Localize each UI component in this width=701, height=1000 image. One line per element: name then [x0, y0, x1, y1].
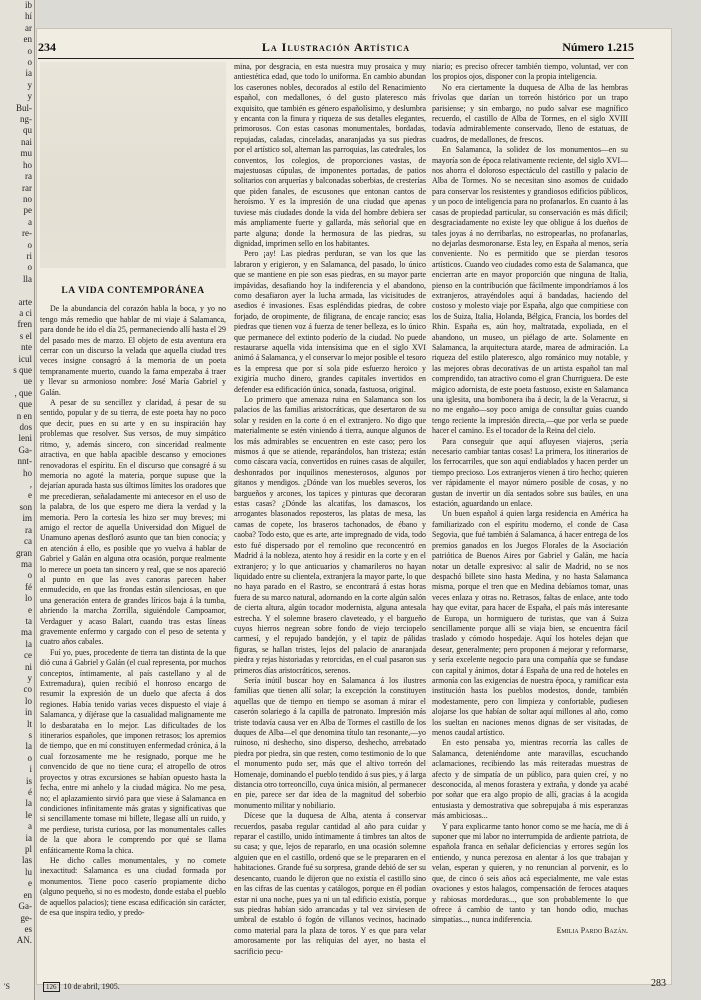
strip-line: lo	[24, 695, 32, 706]
page-number: 234	[38, 40, 56, 54]
strip-line: o	[27, 262, 32, 273]
strip-line: las	[22, 855, 32, 866]
strip-line: qu	[23, 125, 32, 136]
strip-line: o	[27, 570, 32, 581]
strip-line: pl	[24, 844, 32, 855]
faded-illustration	[40, 62, 226, 268]
footer-date	[43, 982, 120, 992]
strip-line: e	[28, 490, 32, 501]
strip-line: lla	[23, 273, 32, 284]
strip-line: Ga-	[18, 901, 32, 912]
paragraph: mina, por desgracia, en esta nuestra muy prosaica y muy antiestética edad, que todo lo uniforma. En cambio abundan los caserones nobles, decorados al estilo del Renacimiento español, con medallones, ó del gusto plateresco más exquisito, que también es género españolísimo, y deslumbra y encanta con la finura y riqueza de sus detalles elegantes, primorosos. Con estas casonas monumentales, bordadas, repujadas, caladas, cinceladas, anaranjadas ya sus piedras por el artístico sol, alternan las parroquias, las catedrales, los conventos, los colegios, de proporciones vastas, de majestuosas cúpulas, de imponentes portadas, de patios solitarios con arquerías y balconadas soberbias, de cresterías que piden fanales, de escusones que entonan cantos de heroísmo. Y es la impresión de una ciudad que apenas tuviese más ciudades donde la vida del hombre debiera ser más ampliamente fuerte y gallarda, más señorial que en parte alguna; donde la hermosura de las piedras, su dignidad, imprimen sello en los habitantes.	[234, 62, 426, 248]
strip-line: Bul-	[15, 102, 32, 113]
strip-line: rar	[22, 182, 32, 193]
paragraph: Fuí yo, pues, procedente de tierra tan distinta de la que dió cuna á Gabriel y Galán (el cual representa, por muchos conceptos, íntimamente, al país castellano y al de Extremadura), quien recibió el honroso encargo de resumir la expresión de un duelo que afecta á dos regiones. Había tenido varias veces dispuesto el viaje á Salamanca, y díjérase que la casualidad malignamente me lo desbarataba en lo mejor. Las dificultades de los itinerarios españoles, que imponen retrasos; los apremios de tiempo, que en mí constituyen enfermedad crónica, á la cual forzosamente me he resignado, porque me he convencido de que no tiene cura; el atropello de otros proyectos y otras excursiones se habían opuesto hasta la fecha, entre mi anhelo y la ciudad mágica. No me pesa, no; el aplazamiento sirvió para que viese á Salamanca en condiciones infinitamente más gratas y significativas que si sencillamente tomase mi billete, llegase allí un ruido, y me perdiese, turista curiosa, por las monumentales calles de la que abora le comprendo por qué se llama enfáticamente Roma la chica.	[40, 647, 226, 855]
strip-line: is	[25, 775, 32, 786]
strip-line: im	[22, 513, 32, 524]
strip-line: o	[27, 239, 32, 250]
strip-line: ma	[21, 627, 32, 638]
strip-line: son	[19, 501, 32, 512]
strip-line: la	[25, 798, 32, 809]
footer-left-mark: 'S	[4, 982, 10, 991]
strip-line: ho	[23, 159, 32, 170]
strip-line	[0, 285, 34, 296]
strip-line: lu	[24, 866, 32, 877]
paragraph: He dicho calles monumentales, y no comete inexactitud: Salamanca es una ciudad formada por monumentos. Tiene poco caserío propiamente dicho (alguno pequeño, si no es modesto, donde estaba el pueblo de aquellos palacios); tiene escasa edificación sin carácter, de esa que inspira tedio, y predo-	[40, 855, 226, 917]
strip-line: ra	[25, 524, 32, 535]
strip-line: ho	[23, 467, 32, 478]
strip-line: co	[23, 684, 32, 695]
strip-line: le	[25, 809, 32, 820]
strip-line: mu	[20, 148, 32, 159]
strip-line: i	[29, 764, 32, 775]
strip-line: ce	[24, 650, 32, 661]
paragraph: De la abundancia del corazón habla la boca, y yo no tengo más remedio que hablar de mi viaje á Salamanca, para donde he ido el día 25, permaneciendo allí hasta el 29 del pasado mes de marzo. El objeto de esta aventura era cerrar con un discurso la velada que aquella ciudad tres veces insigne consagró á la memoria de un poeta tempranamente muerto, cuando la fama empezaba á traer y llevar su armonioso nombre: José María Gabriel y Galán.	[40, 304, 226, 397]
strip-line: nte	[21, 342, 32, 353]
strip-line: ge-	[20, 912, 32, 923]
strip-line: ib	[24, 0, 32, 10]
strip-line: ta	[25, 615, 32, 626]
section-title: LA VIDA CONTEMPORÁNEA	[61, 286, 205, 296]
strip-line: pe	[23, 205, 32, 216]
strip-line: s que	[13, 365, 32, 375]
strip-line: ia	[25, 832, 32, 843]
strip-line: a	[28, 216, 32, 227]
strip-line: y	[27, 91, 32, 102]
strip-line: hí	[24, 11, 32, 22]
strip-line: in	[24, 707, 32, 718]
column-2	[234, 62, 426, 967]
paragraph: Pero ¡ay! Las piedras perduran, se van los que las labraron y erigieron, y en Salamanca, del pasado, lo único que se mantiene en pie son esas piedras, en su mayor parte impávidas, desafiando hoy la indiferencia y el abandono, como desafiaron ayer la lucha armada, las vicisitudes de asedios é invasiones. Esas espléndidas piedras, de cobre forjado, de oropimente, de filigrana, de encaje rancio; esas piedras que tienen voz á fuerza de tener belleza, es lo único que permanece del extinto poderío de la ciudad. No puede restaurarse aquella vida intensísima que en el siglo XVI animó á Salamanca, y el conservar lo mejor posible el tesoro es la empresa que por sí sola pide esfuerzo heroico y exigiría mucho dinero, grandes capitales invertidos en defender esa edificación única, sonada, fastuosa, original.	[234, 249, 426, 394]
strip-line: fren	[17, 319, 32, 330]
page-header	[38, 40, 634, 56]
strip-line: arte	[18, 296, 32, 307]
author-signature: Emilia Pardo Bazán.	[556, 925, 628, 935]
strip-line: lt	[26, 718, 32, 729]
header-rule	[38, 58, 634, 59]
paragraph: Lo primero que amenaza ruina en Salamanca son los palacios de las familias aristocráticas, que desertaron de su solar y residen en la corte ó en el extranjero. No digo que materialmente se estén viniendo á tierra, aunque algunos de los más admirables se encuentren en este caso; pero los mismos á que se atiende, reparándolos, han tristeza; están como cáscara vacía, convertidos en ruines casas de alquiler, deshonrados por inquilinos menesterosos, algunos por gitanos y mendigos. ¿Dónde van los muebles severos, los bargueños y arcones, los tapices y pinturas que decoraran estas casas? ¿Dónde las alcatifas, los damascos, los arrogantes blasonados reposteros, las platas de mesa, las camas de copete, los braseros tachonados, de ébano y caoba? Todo esto, que es arte, arte impregnado de vida, todo esto fué dispersado por el remolino que reconcentró en Madrid á la nobleza, atento hoy á residir en la corte y en el extranjero; y lo que anticuarios y chamarileros no hayan liquidado entre su clientela, extranjera la mayor parte, lo que no haya parado en el Rastro, se encontrará á estas horas fuera de su marco natural, adornando en la corte algún salón de cierta altura, algún tocador modernista, alguna antesala estrecha. Y el solemne brasero claveteado, y el bargueño cuyos hierros negrean sobre fondo de viejo terciopelo carmesí, y el repujado bandejón, y el tapiz de pálidas figuras, se hallan tristes, lejos del palacio de anaranjada piedra y rejas historiadas y retorcidas, en el cual pasaron sus primeros días aristocráticos, serenos.	[234, 395, 426, 675]
strip-line: ma	[21, 558, 32, 569]
strip-line: e	[28, 878, 32, 889]
strip-line: AN.	[16, 935, 32, 946]
strip-line: gran	[16, 547, 32, 558]
strip-line: que	[19, 399, 32, 410]
strip-line: en	[23, 889, 32, 900]
strip-line: nnt-	[17, 456, 32, 467]
strip-line: o	[27, 752, 32, 763]
paragraph: Dícese que la duquesa de Alba, atenta á conservar recuerdos, pasaba regular cantidad al año para cuidar y reparar el castillo, unido íntimamente á timbres tan altos de su casa; y que, lejos de repararlo, en una ocasión solemne alguien que en el castillo, ordenó que se le prepararen en el habitaciones. Grande fué su sorpresa, grande debió de ser su desencanto, cuando le dijeron que no existía el castillo sino en las cifras de las cuentas y catálogos, porque en él podían estar ni una noche, pues ya ni un tal edificio existía, porque sus piedras habían sido arrancadas y tal vez sirviesen de umbral de establo ó fogón de villanos vecinos, hacinado como material para la plaza de toros. Y es que para velar amorosamente por las reliquias del ayer, no basta el sacrificio pecu-	[234, 811, 426, 956]
paragraph: A pesar de su sencillez y claridad, á pesar de su sentido, popular y de su tierra, de este poeta hay no poco que decir, pues en su arte y en su inspiración hay problemas que resolver. Sus versos, de muy simpático ritmo, y, además sincero, con sinceridad realmente atractiva, en que habla apacible descanso y emociones renovadoras el espíritu. En el discurso que consagré á su memoria no agoté la materia, porque supuse que la dejarían apurada hasta sus últimos límites los oradores que me precedieran, señaladamente mi antecesor en el uso de la palabra, de los que espero me diera la verdad y la memoria. Pero la cortesía les hizo ser muy breves; mi amigo el rector de aquella Universidad don Miguel de Unamuno apenas desfloró asunto que tan bien conocía; y en atención á ello, es posible que yo vuelva á hablar de Gabriel y Galán en alguna otra ocasión, porque realmente lo merece un poeta tan sincero y real, que se nos apareció al punto en que las aves canoras parecen haber enmudecido, en que las frondas están silenciosas, en que una generación entera de grandes líricos baja á la tumba, abriendo la marcha Zorrilla, siguiéndole Campoamor, Verdaguer y acaso Balart, cuando tras estas líneas gravemente enfermo y cargado con el peso de setenta y cuatro años cabales.	[40, 398, 226, 647]
adjacent-page-strip	[0, 0, 35, 1000]
strip-line: re-	[22, 228, 32, 239]
magazine-title: La Ilustración Artística	[261, 40, 411, 54]
paragraph: Para conseguir que aquí afluyesen viajeros, ¡sería necesario cambiar tantas cosas! La primera, los itinerarios de los ferrocarriles, que son aquí endiablados y hacen perder un tiempo precioso. Los extranjeros vienen á tiro hecho; quieren ver rápidamente el mayor número posible de cosas, y no gustan de invertir un día sentados sobre sus baúles, en una estación, aguardando un enlace.	[432, 436, 628, 509]
strip-line: ca	[24, 536, 32, 547]
strip-line: o	[27, 45, 32, 56]
strip-line: s el	[19, 330, 32, 341]
strip-line: ue	[23, 376, 32, 387]
strip-line: é	[28, 787, 32, 798]
strip-line: ng-	[20, 114, 32, 125]
strip-line: ,	[29, 479, 32, 490]
column-1	[40, 268, 226, 980]
strip-line: y	[27, 79, 32, 90]
strip-line: leni	[18, 433, 32, 444]
paragraph: En Salamanca, la solidez de los monumentos—en su mayoría son de época relativamente reciente, del siglo XVI—nos ahorra el doloroso espectáculo del castillo y palacio de Alba de Tormes. No se necesitan sino asomos de cuidado para conservar los resistentes y grandiosos edificios públicos, y un poco de inteligencia para no profanarlos. En cuanto á las casas de propiedad particular, su conservación es más difícil; desgraciadamente no existe ley que obligue á los dueños de tales joyas á no derribarlas, no estropearlas, no profanarlas, no dejarlas desmoronarse. Esta ley, en España al menos, sería conveniente. No es permitido que se pierdan tesoros artísticos. Cuando veo ciudades como esta de Salamanca, que encierran arte en mayor proporción que ninguna de Italia, pienso en la contribución que fácilmente impondríamos á los extranjeros, atrayéndoles aquí á bandadas, haciendo del costoso y molesto viaje por España, algo que compitiese con los de Suiza, Italia, Holanda, Bélgica, Francia, los bordes del Rhin. España es, aún hoy, maltratada, expoliada, en el abandono, un museo, un piélago de arte. Solamente en Salamanca, la arquitectura atarde, marea de admiración. La riqueza del estilo plateresco, algo románico muy notable, y las mejores obras decorativas de un artista español tan mal comprendido, tan atractivo como el gran Churriguera. De este mágico adornista, de este poeta fastuoso, existe en Salamanca una iglesita, una bombonera iba á decir, la de la Veracruz, si no me engaño—soy poco amiga de consultar guías cuando tengo reciente la impresión directa,—que por verla se puede hacer el camino. Es el tocador de la Reina del cielo.	[432, 145, 628, 436]
footer-page-number: 283	[651, 978, 666, 989]
paragraph: Y para explicarme tanto honor como se me hacía, me di á suponer que mi labor no interrumpida de ardiente patriota, de española franca en señalar deficiencias y errores según los entiendo, y nunca perezosa en alentar á los que trabajan y velan, esperan y quieren, y no renuncian al porvenir, es lo que, de cinco ó seis años acá especialmente, me vale estas ovaciones y estos halagos, compensación de feroces ataques y rabiosas mordeduras..., que son probablemente lo que ofrece á cambio de tanto y tan hondo odio, muchas simpatías..., nunca indiferencia.	[432, 821, 628, 925]
issue-number: Número 1.215	[562, 40, 634, 54]
strip-line: la	[25, 638, 32, 649]
strip-line: ri	[26, 250, 32, 261]
strip-line: dos	[19, 422, 32, 433]
strip-line: es	[24, 923, 32, 934]
strip-line: no	[23, 193, 32, 204]
paragraph: En esto pensaba yo, mientras recorría las calles de Salamanca, deteniéndome ante maravillas, escuchando aclamaciones, recibiendo las más reiteradas muestras de afecto y de simpatía de un público, para quien creí, y no desconocida, al menos forastera y extraña, y donde ya acabé por soñar que era algo propio de allí, gracias á la acogida entusiasta y demostrativa que sobrepujaba á mis esperanzas más ambiciosas...	[432, 738, 628, 821]
paragraph: Un buen español á quien larga residencia en América ha familiarizado con el espíritu moderno, el conde de Casa Segovia, que fué también á Salamanca, á hacer entrega de los premios ganados en los Juegos Florales de la Asociación patriótica de Buenos Aires por Gabriel y Galán, me hacía notar un detalle expresivo: al salir de Madrid, no se nos despachó billete sino hasta Medina, y no hasta Salamanca misma, porque el tren que en Medina debíamos tomar, unas veces enlaza y otras no. Retrasos, faltas de enlace, ante todo hay que evitar, para hacer de España, el país más interesante de Europa, un hormiguero de turistas, que van á Suiza sencillamente porque allí se viaja bien, se encuentra fácil traslado y cómodo hospedaje. Aquí los hoteles dejan que desear, generalmente; pero proponen á mejorar y reformarse, y sería excelente negocio para una compañía que se fundase con capital y ánimos, dotar á España de una red de hoteles en armonía con las exigencias de nuestra época, y ramificar esta institución hasta los pueblos modestos, donde, también modestamente, pero con limpieza y confortable, pudiesen alojarse los que habían de soltar aquí millones al año, como los sueltan en naciones menos dignas de ser visitadas, de menos caudal artístico.	[432, 509, 628, 737]
strip-line: o	[27, 57, 32, 68]
strip-line: e	[28, 604, 32, 615]
strip-line: fé	[25, 581, 32, 592]
footer-box-number: 126	[43, 982, 60, 992]
strip-line: a	[28, 821, 32, 832]
strip-line: Ga-	[18, 444, 32, 455]
strip-line: n en	[16, 410, 32, 421]
strip-line: nai	[21, 136, 32, 147]
strip-line: ia	[25, 68, 32, 79]
strip-line: y	[27, 672, 32, 683]
column-3	[432, 62, 628, 967]
strip-line: lo	[24, 593, 32, 604]
strip-line: icul	[18, 353, 32, 364]
strip-line: ra	[25, 171, 32, 182]
strip-line: la	[25, 741, 32, 752]
footer-date-text: 10 de abril, 1905.	[63, 982, 120, 991]
paragraph: No era ciertamente la duquesa de Alba de las hembras frívolas que darían un torreón histórico por un trapo parisiense; y sin embargo, no pudo salvar ese magnífico recuerdo, el castillo de Alba de Tormes, en el siglo XVIII todavía admirablemente conservado, lleno de estatuas, de cuadros, de medallones, de frescos.	[432, 82, 628, 144]
strip-line: , que	[14, 387, 32, 398]
strip-line: ar	[25, 22, 32, 33]
strip-line: en	[23, 34, 32, 45]
strip-line: ni	[24, 661, 32, 672]
strip-line: s	[28, 730, 32, 740]
paragraph: niario; es preciso ofrecer también tiempo, voluntad, ver con los propios ojos, disponer con la propia inteligencia.	[432, 62, 628, 82]
strip-line: a ci	[19, 307, 32, 318]
paragraph: Sería inútil buscar hoy en Salamanca á los ilustres familias que tienen allí solar; la excepción la constituyen aquellas que de tiempo en tiempo se asoman á mirar el caserón solariego á la capilla de patronato. Impresión más triste todavía causa ver en Alba de Tormes el castillo de los duques de Alba—el que denomina título tan resonante,—yo ruinoso, ni deshecho, sino disperso, deshecho, arrebatado piedra por piedra, sin que resten, como testimonio de lo que el monumento pudo ser, más que el altivo torreón del Homenaje, dominando el pueblo tendido á sus pies, y á larga distancia otro torreoncillo, cuya única misión, al permanecer en pie, parece ser dar idea de la magnitud del soberbio monumento militar y nobiliario.	[234, 675, 426, 810]
